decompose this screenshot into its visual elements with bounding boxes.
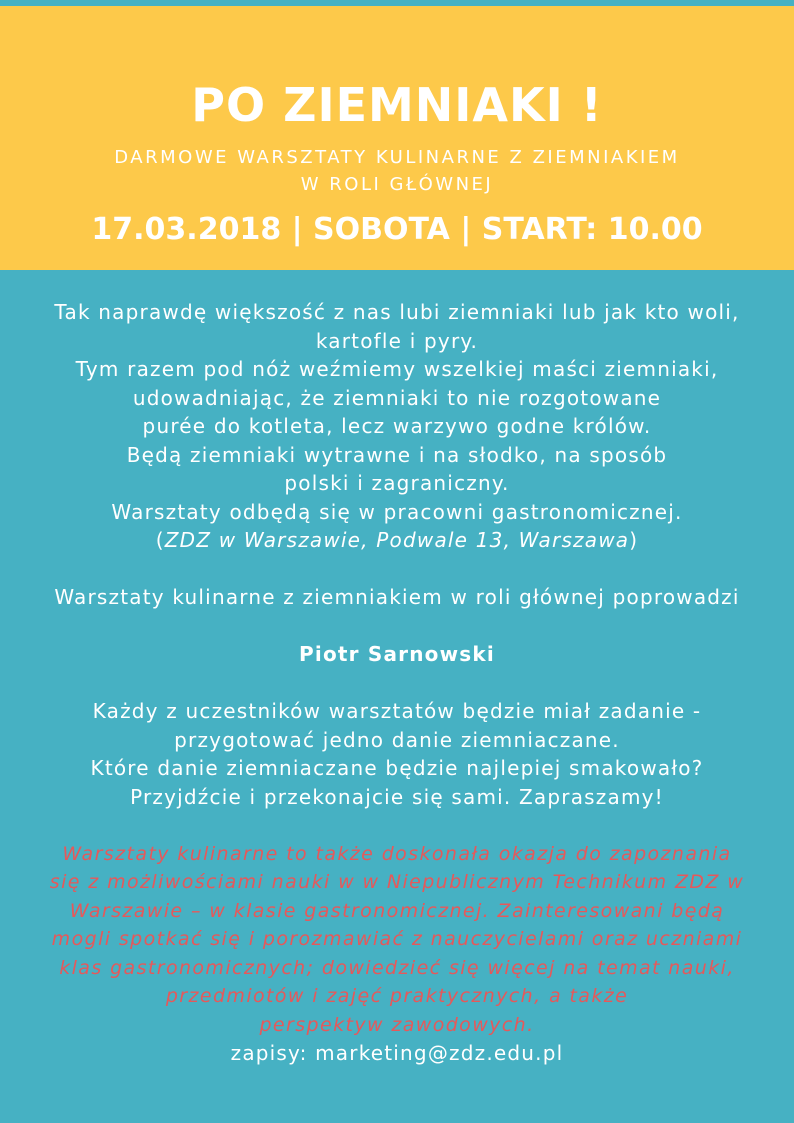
subtitle-line-1: DARMOWE WARSZTATY KULINARNE Z ZIEMNIAKIEM bbox=[114, 147, 680, 168]
promo-section bbox=[0, 840, 794, 1040]
task-section bbox=[0, 697, 794, 811]
subtitle-line-2: W ROLI GŁÓWNEJ bbox=[300, 174, 494, 195]
event-date-line: 17.03.2018 | SOBOTA | START: 10.00 bbox=[91, 212, 703, 247]
promo-line: Warszawie – w klasie gastronomicznej. Zainteresowani będą bbox=[69, 899, 725, 922]
page-title: PO ZIEMNIAKI ! bbox=[191, 78, 603, 132]
location-open-paren: ( bbox=[155, 528, 165, 552]
spacer bbox=[0, 555, 794, 584]
promo-line: Warsztaty kulinarne to także doskonała okazja do zapoznania bbox=[62, 842, 732, 865]
task-line: przygotować jedno danie ziemniaczane. bbox=[174, 727, 620, 752]
promo-line: przedmiotów i zajęć praktycznych, a także bbox=[165, 985, 629, 1007]
intro-line: udowadniając, że ziemniaki to nie rozgotowane bbox=[132, 385, 662, 410]
presenter-name: Piotr Sarnowski bbox=[299, 642, 495, 666]
intro-line: Tym razem pod nóż weźmiemy wszelkiej maści ziemniaki, bbox=[75, 357, 719, 381]
task-line: Przyjdźcie i przekonajcie się sami. Zapraszamy! bbox=[130, 784, 664, 809]
promo-line: się z możliwościami nauki w w Niepublicznym Technikum ZDZ w bbox=[49, 871, 745, 893]
intro-line: Warsztaty odbędą się w pracowni gastronomicznej. bbox=[111, 499, 683, 524]
intro-section bbox=[0, 298, 794, 555]
location-close-paren: ) bbox=[629, 528, 639, 552]
subtitle bbox=[0, 144, 794, 198]
spacer bbox=[0, 669, 794, 698]
promo-line: klas gastronomicznych; dowiedzieć się więcej na temat nauki, bbox=[59, 956, 735, 979]
header-banner bbox=[0, 6, 794, 270]
signup-email[interactable]: zapisy: marketing@zdz.edu.pl bbox=[230, 1041, 564, 1065]
intro-line: kartofle i pyry. bbox=[315, 328, 479, 353]
task-line: Każdy z uczestników warsztatów będzie miał zadanie - bbox=[92, 699, 702, 723]
location-line bbox=[0, 526, 794, 555]
promo-line: perspektyw zawodowych. bbox=[259, 1013, 535, 1036]
task-line: Które danie ziemniaczane będzie najlepiej smakowało? bbox=[90, 756, 704, 780]
intro-line: polski i zagraniczny. bbox=[284, 471, 510, 495]
intro-line: purée do kotleta, lecz warzywo godne królów. bbox=[142, 414, 652, 438]
body-text bbox=[0, 298, 794, 1068]
spacer bbox=[0, 811, 794, 840]
presenter-lead: Warsztaty kulinarne z ziemniakiem w roli głównej poprowadzi bbox=[54, 585, 740, 609]
location-address: ZDZ w Warszawie, Podwale 13, Warszawa bbox=[164, 528, 630, 552]
intro-line: Będą ziemniaki wytrawne i na słodko, na sposób bbox=[126, 442, 668, 467]
promo-line: mogli spotkać się i porozmawiać z nauczycielami oraz uczniami bbox=[51, 928, 743, 950]
intro-line: Tak naprawdę większość z nas lubi ziemniaki lub jak kto woli, bbox=[54, 300, 740, 324]
spacer bbox=[0, 612, 794, 641]
